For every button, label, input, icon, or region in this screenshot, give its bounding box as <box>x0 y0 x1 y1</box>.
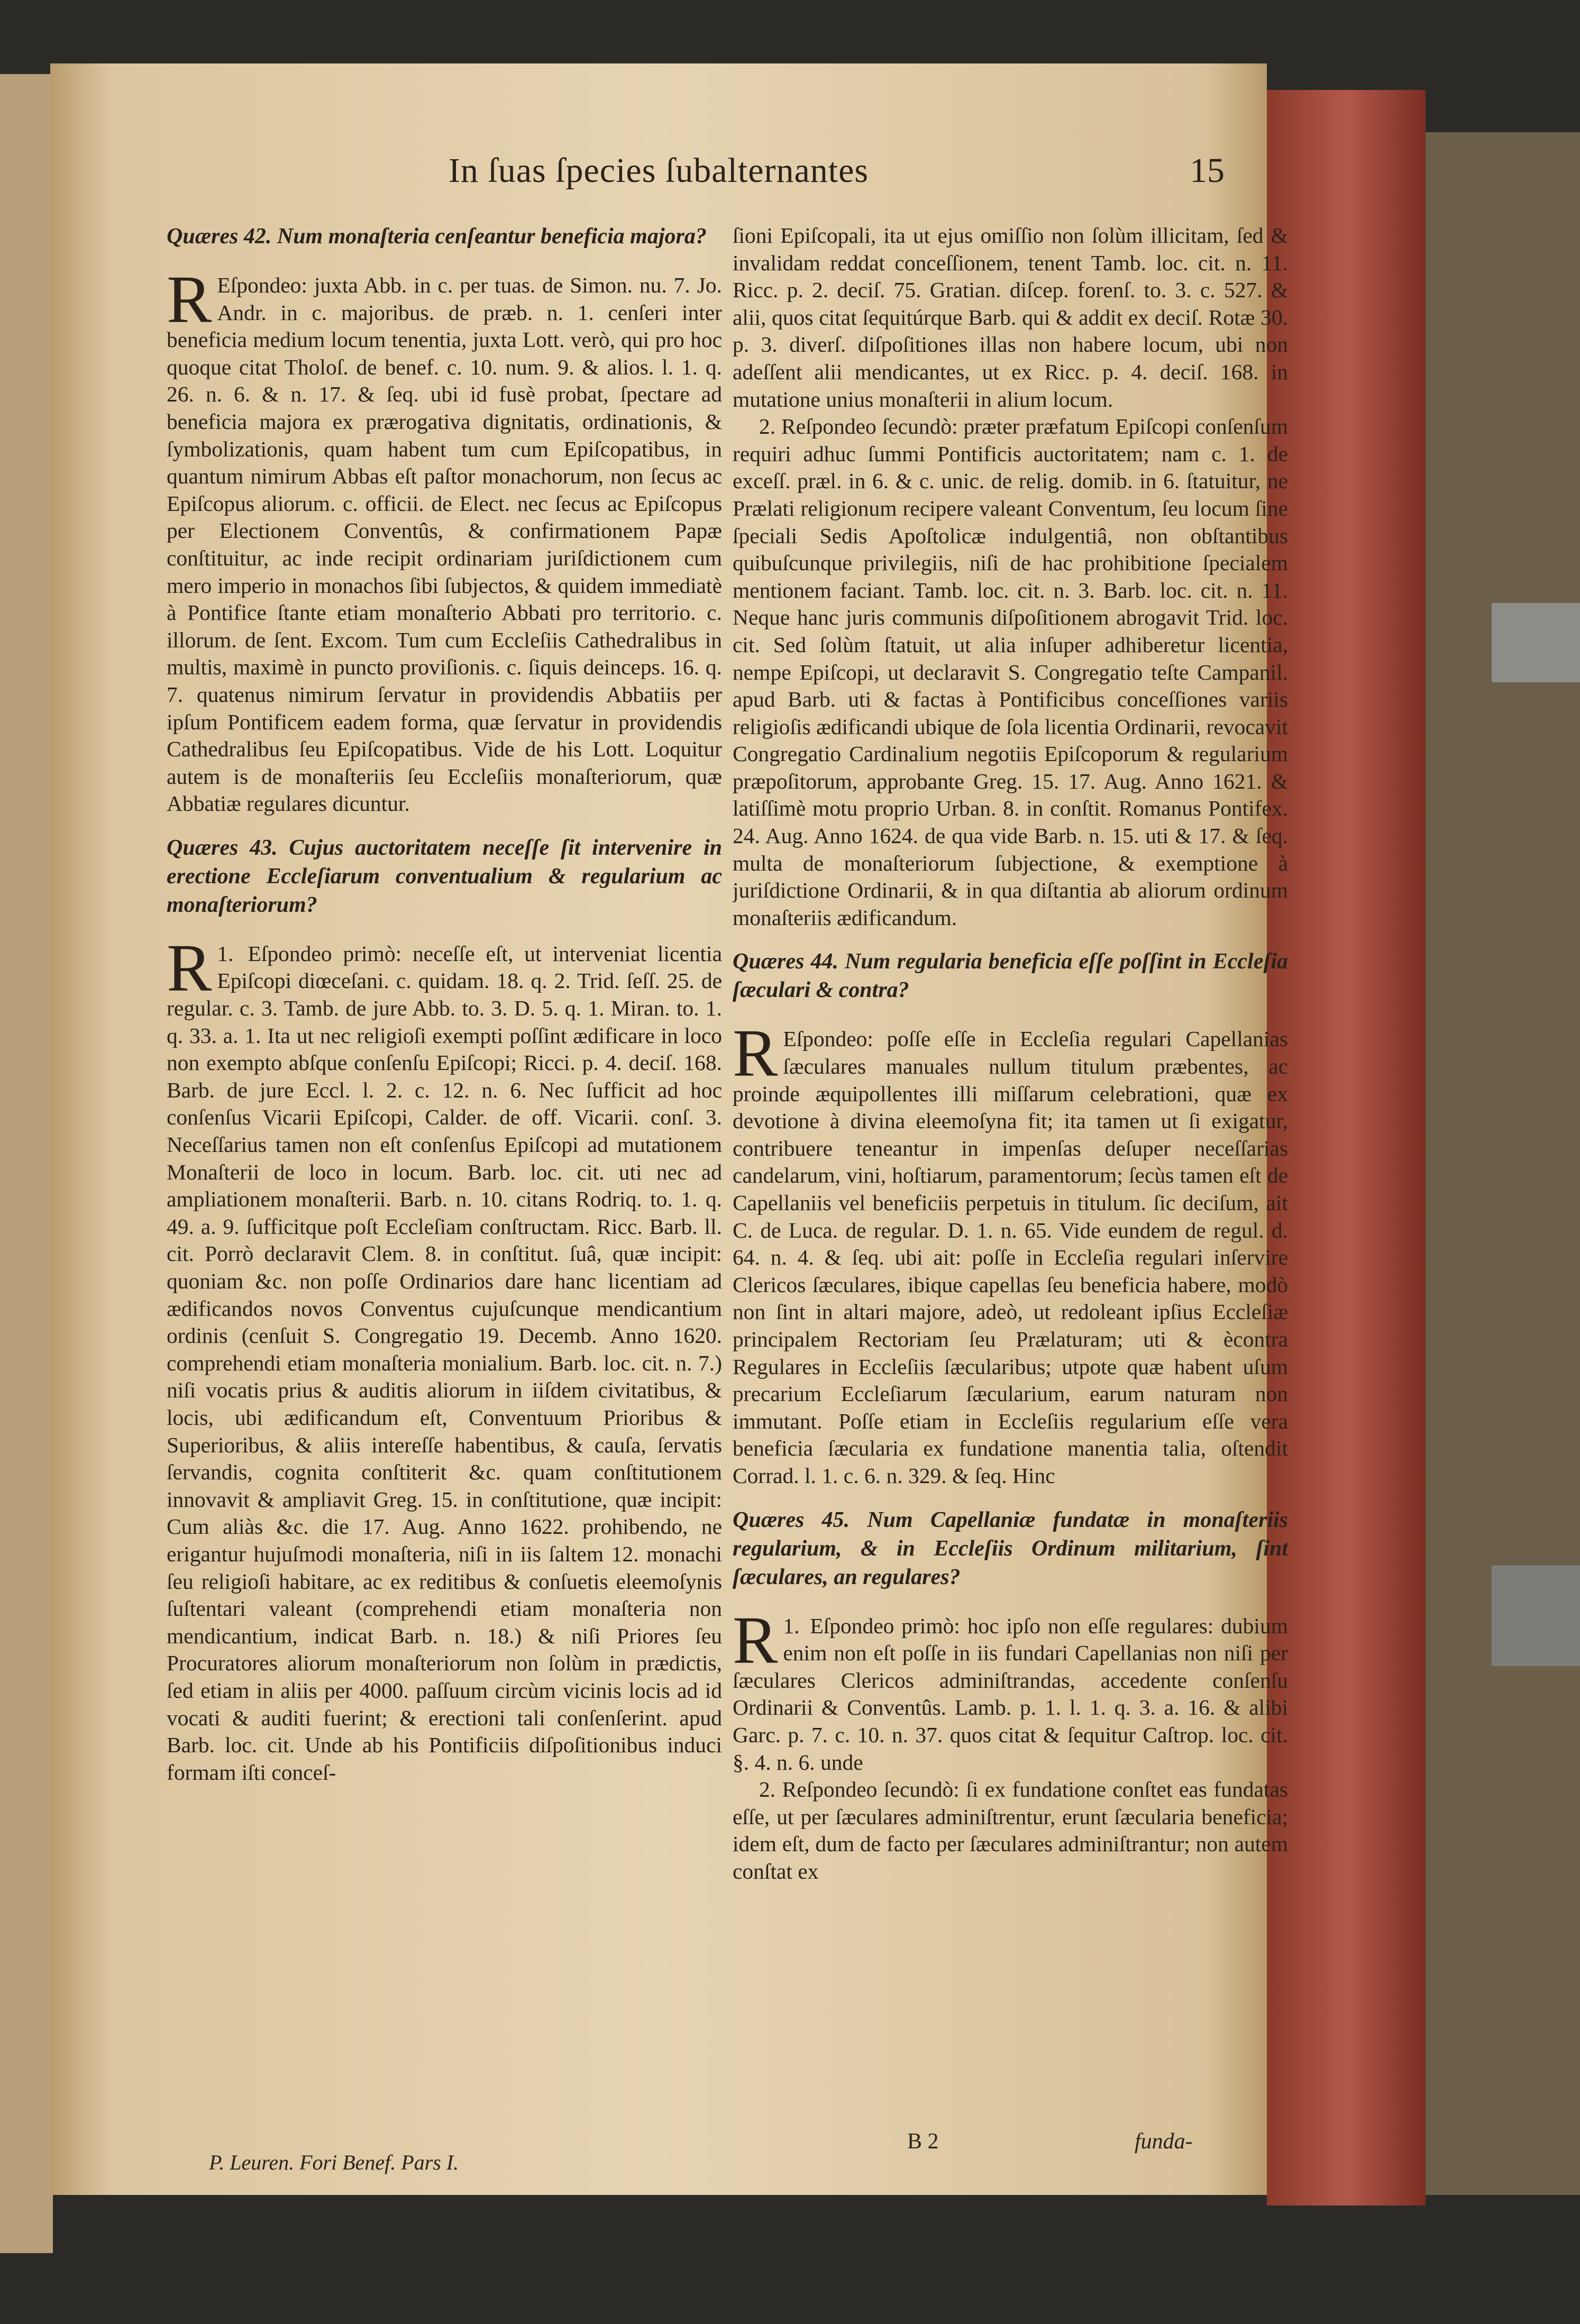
answer-43 <box>167 930 722 1786</box>
dropcap: R <box>733 1602 778 1678</box>
left-column <box>167 222 722 2116</box>
answer-45 <box>733 1602 1288 1777</box>
book-cover-right <box>1426 132 1580 2195</box>
answer-45-second-paragraph: 2. Reſpondeo ſecundò: ſi ex fundatione conſtet eas fundatas eſſe, ut per ſæculares adminiſtrentur, erunt ſæcularia beneficia; idem eſt, dum de facto per ſæculares adminiſtrantur; non autem conſtat ex <box>733 1777 1288 1883</box>
answer-42 <box>167 262 722 818</box>
dropcap: R <box>733 1015 778 1091</box>
dropcap: R <box>167 930 212 1005</box>
question-42-heading <box>167 222 722 251</box>
answer-43-second-paragraph: 2. Reſpondeo ſecundò: præter præfatum Epiſcopi conſenſum requiri adhuc ſummi Pontificis auctoritatem; nam c. 1. de exceſſ. præl. in 6. & c. unic. de relig. domib. in 6. ſtatuitur, ne Prælati religionum recipere valeant Conventum, ſeu locum ſine ſpeciali Sedis Apoſtolicæ indulgentiâ, non obſtantibus quibuſcunque privilegiis, niſi de hac prohibitione ſpecialem mentionem faciant. Tamb. loc. cit. n. 3. Barb. loc. cit. n. 11. Neque hanc juris communis diſpoſitionem abrogavit Trid. loc. cit. Sed ſolùm ſtatuit, ut alia inſuper adhiberetur licentia, nempe Epiſcopi, ut declaravit S. Congregatio teſte Campanil. apud Barb. uti & factas à Pontificibus conceſſiones variis religioſis ædificandi ubique de ſola licentia Ordinarii, revocavit Congregatio Cardinalium negotiis Epiſcoporum & regularium præpoſitorum, approbante Greg. 15. 17. Aug. Anno 1621. & latiſſimè motu proprio Urban. 8. in conſtit. Romanus Pontifex. 24. Aug. Anno 1624. de qua vide Barb. n. 15. uti & 17. & ſeq. multa de monaſteriorum ſubjectione, & exemptione à juriſdictione Ordinarii, & in qua diſtantia ab aliorum ordinum monaſteriis ædificandum. <box>733 414 1288 930</box>
answer-42-text: Eſpondeo: juxta Abb. in c. per tuas. de Simon. nu. 7. Jo. Andr. in c. majoribus. de præb. n. 1. cenſeri inter beneficia medium locum tenentia, juxta Lott. verò, qui pro hoc quoque citat Tholoſ. de benef. c. 10. num. 9. & alios. l. 1. q. 26. n. 6. & n. 17. & ſeq. ubi id fusè probat, ſpectare ad beneficia majora ex prærogativa dignitatis, ordinationis, & ſymbolizationis, quam habent tum cum Epiſcopatibus, in quantum nimirum Abbas eſt paſtor monachorum, non ſecus ac Epiſcopus aliorum. c. officii. de Elect. nec ſecus ac Epiſcopus per Electionem Conventûs, & confirmationem Papæ conſtituitur, ac inde recipit ordinariam juriſdictionem cum mero imperio in monachos ſibi ſubjectos, & quidem immediatè à Pontifice ſtante etiam monaſterio Abbati pro territorio. c. illorum. de ſent. Excom. Tum cum Eccleſiis Cathedralibus in multis, maximè in puncto proviſionis. c. ſiquis deinceps. 16. q. 7. quatenus nimirum ſervatur in providendis Abbatiis per ipſum Pontificem eadem forma, quæ ſervatur in providendis Cathedralibus ſeu Epiſcopatibus. Vide de his Lott. Loquitur autem is de monaſteriis ſeu Eccleſiis monaſteriorum, quæ Abbatiæ regulares dicuntur. <box>167 273 722 816</box>
page-edge-block <box>1267 90 1426 2206</box>
question-42-text: Num monaſteria cenſeantur beneficia majora? <box>277 224 707 249</box>
question-44-text: Num regularia beneficia eſſe poſſint in Eccleſia ſæculari & contra? <box>733 949 1288 1003</box>
answer-45-text: Eſpondeo primò: hoc ipſo non eſſe regulares: dubium enim non eſt poſſe in iis fundari Capellanias non niſi per ſæculares Clericos adminiſtrandas, accedente conſenſu Ordinarii & Conventûs. Lamb. p. 1. l. 1. q. 3. a. 16. & alibi Garc. p. 7. c. 10. n. 37. quos citat & ſequitur Caſtrop. loc. cit. §. 4. n. 6. unde <box>733 1613 1288 1774</box>
clasp-upper <box>1492 603 1580 682</box>
page-header <box>50 151 1267 209</box>
answer-44 <box>733 1015 1288 1489</box>
answer-44-text: Eſpondeo: poſſe eſſe in Eccleſia regulari Capellanias ſæculares manuales nullum titulum præbentes, ac proinde æquipollentes illi miſſarum celebrationi, quæ ex devotione à divina eleemoſyna fit; ita tamen ut ſi exigatur, contribuere teneantur in impenſas deſuper neceſſarias candelarum, vini, hoſtiarum, paramentorum; ſecùs tamen eſt de Capellaniis vel beneficiis perpetuis in titulum. ſic deciſum, ait C. de Luca. de regular. D. 1. n. 65. Vide eundem de regul. d. 64. n. 4. & ſeq. ubi ait: poſſe in Eccleſia regulari inſervire Clericos ſæculares, ibique capellas ſeu beneficia habere, modò non ſint in altari majore, adeò, ut redoleant ipſius Eccleſiæ principalem Rectoriam ſeu Prælaturam; uti & ècontra Regulares in Eccleſiis ſæcularibus; utpote quæ habent uſum precarium Eccleſiarum ſæcularium, earum naturam non immutant. Poſſe etiam in Eccleſiis regularium eſſe vera beneficia ſæcularia ex fundatione manentia talia, oſtendit Corrad. l. 1. c. 6. n. 329. & ſeq. Hinc <box>733 1027 1288 1488</box>
right-column <box>733 222 1288 2116</box>
question-42-label: Quæres 42. <box>167 224 272 249</box>
question-44-label: Quæres 44. <box>733 949 838 974</box>
gathering-signature: B 2 <box>907 2129 939 2154</box>
question-44-heading <box>733 947 1288 1004</box>
footer-signature-line: P. Leuren. Fori Benef. Pars I. <box>209 2151 459 2174</box>
left-facing-page <box>0 74 53 2253</box>
answer-43-text: Eſpondeo primò: neceſſe eſt, ut interveniat licentia Epiſcopi diœceſani. c. quidam. 18. q. 2. Trid. ſeſſ. 25. de regular. c. 3. Tamb. de jure Abb. to. 3. D. 5. q. 1. Miran. to. 1. q. 33. a. 1. Ita ut nec religioſi exempti poſſint ædificare in loco non exempto abſque conſenſu Epiſcopi; Ricci. p. 4. deciſ. 168. Barb. de jure Eccl. l. 2. c. 12. n. 6. Nec ſufficit ad hoc conſenſus Vicarii Epiſcopi, Calder. de off. Vicarii. conſ. 3. Neceſſarius tamen non eſt conſenſus Epiſcopi ad mutationem Monaſterii de loco in locum. Barb. loc. cit. uti nec ad ampliationem monaſterii. Barb. n. 10. citans Rodriq. to. 1. q. 49. a. 9. ſufficitque poſt Eccleſiam conſtructam. Ricc. Barb. ll. cit. Porrò declaravit Clem. 8. in conſtitut. ſuâ, quæ incipit: quoniam &c. non poſſe Ordinarios dare hanc licentiam ad ædificandos novos Conventus cujuſcunque mendicantium ordinis (cenſuit S. Congregatio 19. Decemb. Anno 1620. comprehendi etiam monaſteria monialium. Barb. loc. cit. n. 7.) niſi vocatis prius & auditis aliorum in iiſdem civitatibus, & locis, ubi ædificandum eſt, Conventuum Prioribus & Superioribus, & aliis intereſſe habentibus, & cauſa, ſervatis ſervandis, cognita conſtiterit &c. quam conſtitutionem innovavit & ampliavit Greg. 15. in conſtitutione, quæ incipit: Cum aliàs &c. die 17. Aug. Anno 1622. prohibendo, ne erigantur hujuſmodi monaſteria, niſi in iis ſaltem 12. monachi ſeu religioſi habitare, ac ex reditibus & conſuetis eleemoſynis ſuſtentari valeant (comprehendi etiam monaſteria non mendicantium, indicat Barb. n. 18.) & niſi Priores ſeu Procuratores aliorum monaſteriorum non ſolùm in prædictis, ſed etiam in aliis per 4000. paſſuum circùm vicinis locis ad id vocati & auditi fuerint; & erectioni tali conſenſerint. apud Barb. loc. cit. Unde ab his Pontificiis diſpoſitionibus induci formam iſti conceſ- <box>167 941 722 1785</box>
question-43-heading <box>167 834 722 919</box>
question-45-label: Quæres 45. <box>733 1507 850 1532</box>
answer-number: 1. <box>217 941 234 966</box>
clasp-lower <box>1492 1566 1580 1666</box>
catchword: funda- <box>1135 2129 1193 2154</box>
answer-number: 1. <box>783 1613 800 1638</box>
dropcap: R <box>167 262 212 337</box>
question-45-text: Num Capellaniæ fundatæ in monaſteriis regularium, & in Eccleſiis Ordinum militarium, ſint ſæculares, an regulares? <box>733 1507 1288 1589</box>
book-page <box>50 63 1288 2195</box>
running-title: In ſuas ſpecies ſubalternantes <box>448 151 869 190</box>
question-43-label: Quæres 43. <box>167 835 278 860</box>
question-43-text: Cujus auctoritatem neceſſe ſit intervenire in erectione Eccleſiarum conventualium & regularium ac monaſteriorum? <box>167 835 722 917</box>
page-number: 15 <box>1190 151 1225 190</box>
question-45-heading <box>733 1506 1288 1591</box>
continuation-paragraph: ſioni Epiſcopali, ita ut ejus omiſſio non ſolùm illicitam, ſed & invalidam reddat conceſſionem, tenent Tamb. loc. cit. n. 11. Ricc. p. 2. deciſ. 75. Gratian. diſcep. forenſ. to. 3. c. 527. & alii, quos citat ſequitúrque Barb. qui & addit ex deciſ. Rotæ 30. p. 3. diverſ. diſpoſitiones illas non habere locum, ubi non adeſſent alii mendicantes, ut ex Ricc. p. 4. deciſ. 168. in mutatione unius monaſterii in alium locum. <box>733 223 1288 411</box>
